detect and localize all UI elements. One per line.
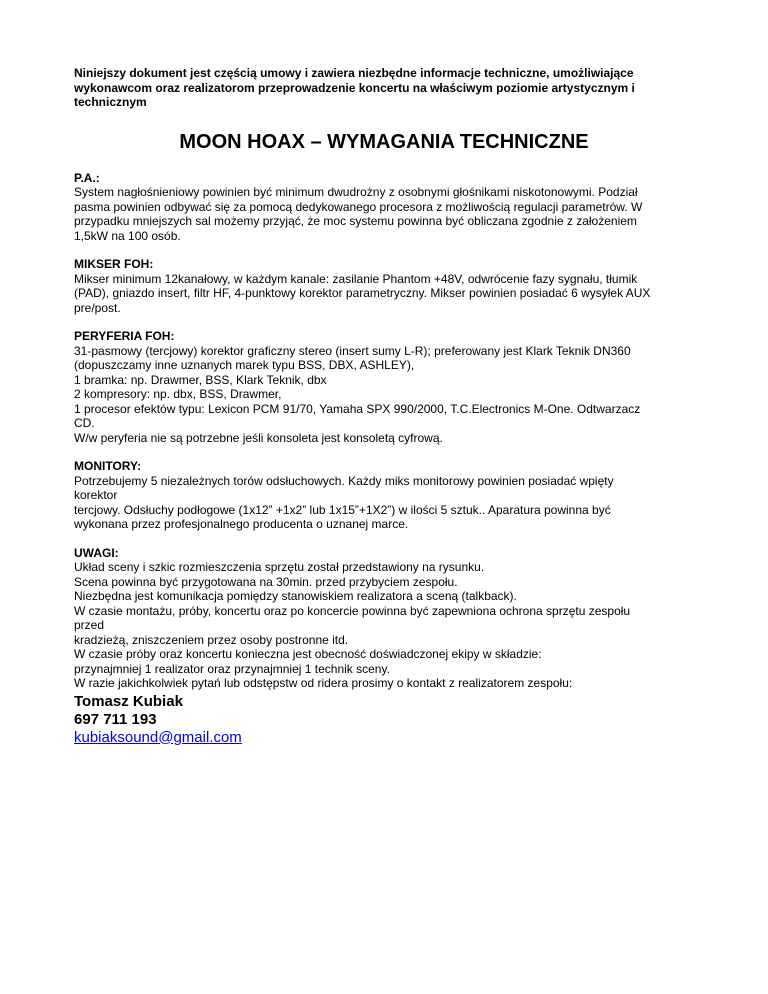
document-title: MOON HOAX – WYMAGANIA TECHNICZNE xyxy=(179,130,589,153)
section-line: przed xyxy=(74,618,105,632)
contact-name: Tomasz Kubiak xyxy=(74,692,183,710)
section-heading: MIKSER FOH: xyxy=(74,257,154,271)
section-line: W/w peryferia nie są potrzebne jeśli konsoleta jest konsoletą cyfrową. xyxy=(74,430,443,445)
section-line: W czasie próby oraz koncertu konieczna jest obecność doświadczonej ekipy w składzie: xyxy=(74,647,542,661)
intro-line: wykonawcom oraz realizatorom przeprowadzenie koncertu na właściwym poziomie artystycznym i xyxy=(74,80,635,95)
section-line: przynajmniej 1 realizator oraz przynajmniej 1 technik sceny. xyxy=(74,661,390,676)
section-uwagi xyxy=(74,546,694,691)
contact-phone: 697 711 193 xyxy=(74,710,157,728)
section-line: W czasie montażu, próby, koncertu oraz po koncercie powinna być zapewniona ochrona sprzętu zespołu xyxy=(74,603,631,618)
section-peryferia-foh xyxy=(74,329,694,445)
section-line: 31-pasmowy (tercjowy) korektor graficzny stereo (insert sumy L-R); preferowany jest Klark Teknik DN360 xyxy=(74,343,631,358)
section-line: kradzieżą, zniszczeniem przez osoby postronne itd. xyxy=(74,632,349,647)
intro-paragraph xyxy=(74,66,694,110)
contact-block xyxy=(74,693,694,747)
section-line: 2 kompresory: np. dbx, BSS, Drawmer, xyxy=(74,387,282,401)
section-line: przypadku mniejszych sal możemy przyjąć, że moc systemu powinna być obliczana zgodnie z założeniem xyxy=(74,214,637,228)
section-heading: UWAGI: xyxy=(74,545,119,560)
section-line: Niezbędna jest komunikacja pomiędzy stanowiskiem realizatora a sceną (talkback). xyxy=(74,589,517,603)
intro-line: technicznym xyxy=(74,95,147,109)
section-line: (dopuszczamy inne uznanych marek typu BSS, DBX, ASHLEY), xyxy=(74,358,415,372)
intro-line: Niniejszy dokument jest częścią umowy i zawiera niezbędne informacje techniczne, umożliwiające xyxy=(74,66,634,80)
section-line: System nagłośnieniowy powinien być minimum dwudrożny z osobnymi głośnikami niskotonowymi. Podział xyxy=(74,185,638,199)
section-line: Potrzebujemy 5 niezależnych torów odsłuchowych. Każdy miks monitorowy powinien posiadać wpięty xyxy=(74,473,614,488)
section-heading: P.A.: xyxy=(74,170,100,185)
section-line: Mikser minimum 12kanałowy, w każdym kanale: zasilanie Phantom +48V, odwrócenie fazy sygnału, tłumik xyxy=(74,271,638,286)
section-line: wykonana przez profesjonalnego producenta o uznanej marce. xyxy=(74,517,409,531)
document-page xyxy=(74,66,694,747)
section-mikser-foh xyxy=(74,257,694,315)
section-line: Układ sceny i szkic rozmieszczenia sprzętu został przedstawiony na rysunku. xyxy=(74,560,485,574)
section-monitory xyxy=(74,459,694,532)
section-heading: PERYFERIA FOH: xyxy=(74,329,175,343)
section-line: Scena powinna być przygotowana na 30min. przed przybyciem zespołu. xyxy=(74,574,458,589)
section-line: CD. xyxy=(74,416,95,430)
contact-email-link[interactable]: kubiaksound@gmail.com xyxy=(74,728,242,746)
section-line: tercjowy. Odsłuchy podłogowe (1x12” +1x2” lub 1x15”+1X2”) w ilości 5 sztuk.. Aparatura powinna być xyxy=(74,502,611,517)
section-line: W razie jakichkolwiek pytań lub odstępstw od ridera prosimy o kontakt z realizatorem zespołu: xyxy=(74,676,573,690)
section-line: 1 procesor efektów typu: Lexicon PCM 91/70, Yamaha SPX 990/2000, T.C.Electronics M-One. Odtwarzacz xyxy=(74,401,641,416)
section-line: pasma powinien odbywać się za pomocą dedykowanego procesora z możliwością regulacji parametrów. W xyxy=(74,199,643,214)
section-line: 1 bramka: np. Drawmer, BSS, Klark Teknik, dbx xyxy=(74,372,327,387)
section-line: 1,5kW na 100 osób. xyxy=(74,228,181,243)
section-pa xyxy=(74,171,694,244)
section-line: pre/post. xyxy=(74,300,121,315)
section-line: korektor xyxy=(74,488,118,502)
section-line: (PAD), gniazdo insert, filtr HF, 4-punktowy korektor parametryczny. Mikser powinien posiadać 6 wysyłek AUX xyxy=(74,286,651,300)
section-heading: MONITORY: xyxy=(74,459,142,473)
